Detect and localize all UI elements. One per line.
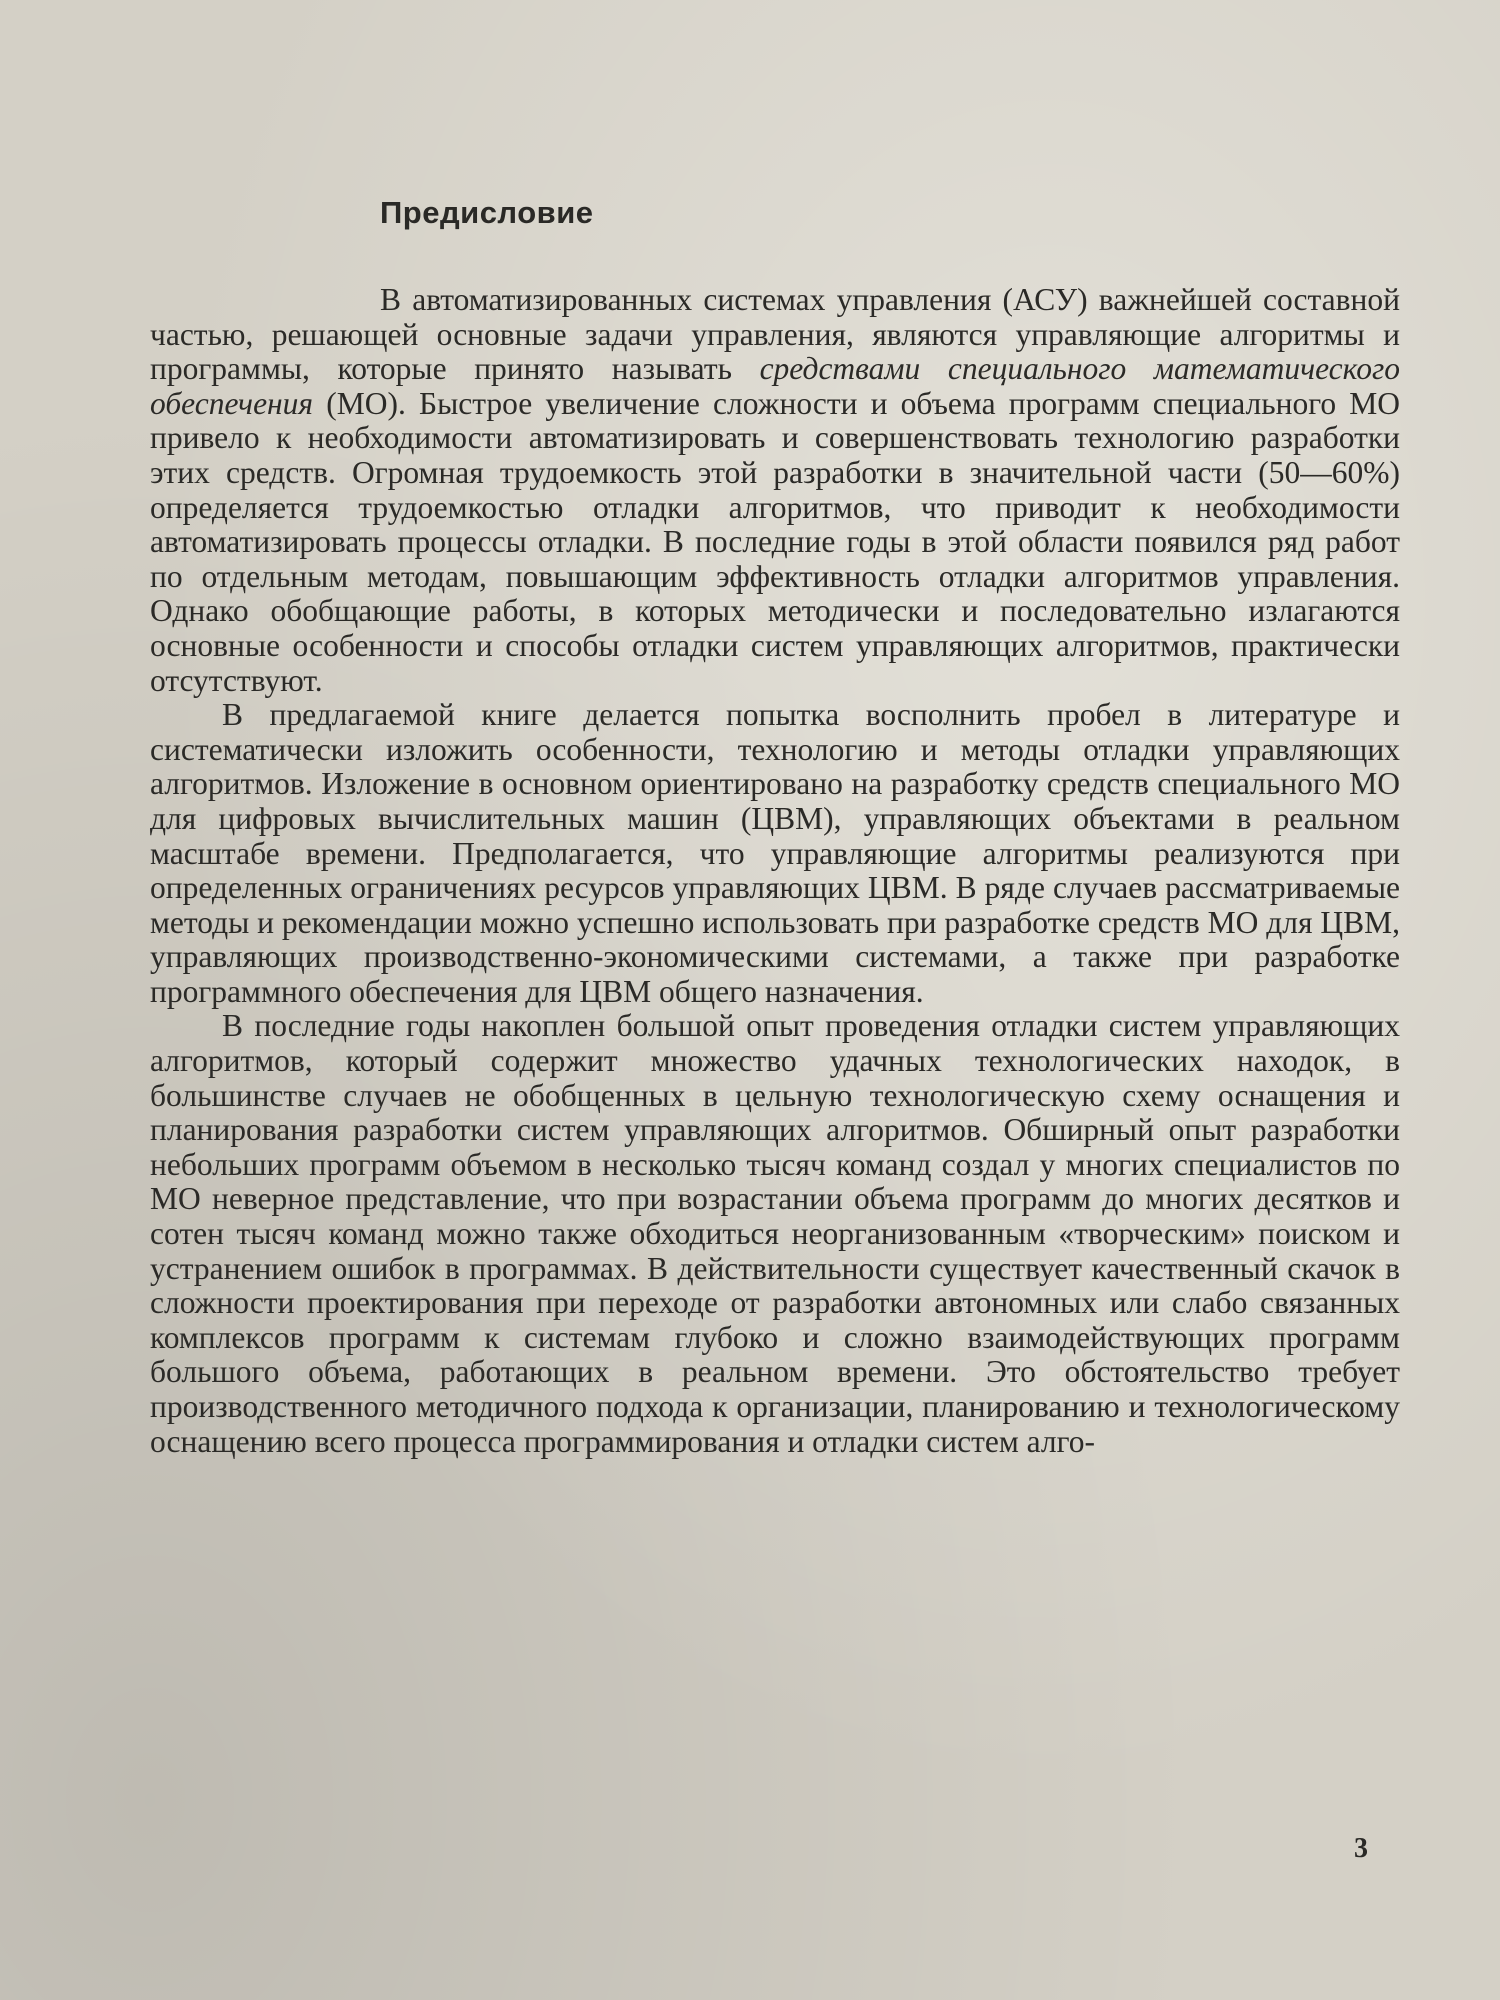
paragraph-2: В предлагаемой книге делается попытка восполнить пробел в литературе и систематически изложить особенности, технологию и методы отладки управляющих алгоритмов. Изложение в основном ориентировано на разработку средств специального МО для цифровых вычислительных машин (ЦВМ), управляющих объектами в реальном масштабе времени. Предполагается, что управляющие алгоритмы реализуются при определенных ограничениях ресурсов управляющих ЦВМ. В ряде случаев рассматриваемые методы и рекомендации можно успешно использовать при разработке средств МО для ЦВМ, управляющих производственно-экономическими системами, а также при разработке программного обеспечения для ЦВМ общего назначения. xyxy=(150,697,1400,1009)
page-number: 3 xyxy=(1354,1833,1368,1864)
paragraph-3: В последние годы накоплен большой опыт проведения отладки систем управляющих алгоритмов, который содержит множество удачных технологических находок, в большинстве случаев не обобщенных в цельную технологическую схему оснащения и планирования разработки систем управляющих алгоритмов. Обширный опыт разработки небольших программ объемом в несколько тысяч команд создал у многих специалистов по МО неверное представление, что при возрастании объема программ до многих десятков и сотен тысяч команд можно также обходиться неорганизованным «творческим» поиском и устранением ошибок в программах. В действительности существует качественный скачок в сложности проектирования при переходе от разработки автономных или слабо связанных комплексов программ к системам глубоко и сложно взаимодействующих программ большого объема, работающих в реальном времени. Это обстоятельство требует производственного методичного подхода к организации, планированию и технологическому оснащению всего процесса программирования и отладки систем алго- xyxy=(150,1008,1400,1459)
paragraph-1-end: (МО). Быстрое увеличение сложности и объема программ специального МО привело к необходимости автоматизировать и совершенствовать технологию разработки этих средств. Огромная трудоемкость этой разработки в значительной части (50—60%) определяется трудоемкостью отладки алгоритмов, что приводит к необходимости автоматизировать процессы отладки. В последние годы в этой области появился ряд работ по отдельным методам, повышающим эффективность отладки алгоритмов управления. Однако обобщающие работы, в которых методически и последовательно излагаются основные особенности и способы отладки систем управляющих алгоритмов, практически отсутствуют. xyxy=(150,385,1400,698)
paragraph-1-emphasis: средствами специального математического обеспечения xyxy=(150,351,1400,421)
preface-body xyxy=(150,283,1400,1459)
paragraph-1 xyxy=(150,283,1400,698)
preface-heading: Предисловие xyxy=(380,195,594,230)
paragraph-1-start: В автоматизированных системах управления (АСУ) важнейшей составной частью, решающей основные задачи управления, являются управляющие алгоритмы и программы, которые принято называть xyxy=(150,282,1400,387)
